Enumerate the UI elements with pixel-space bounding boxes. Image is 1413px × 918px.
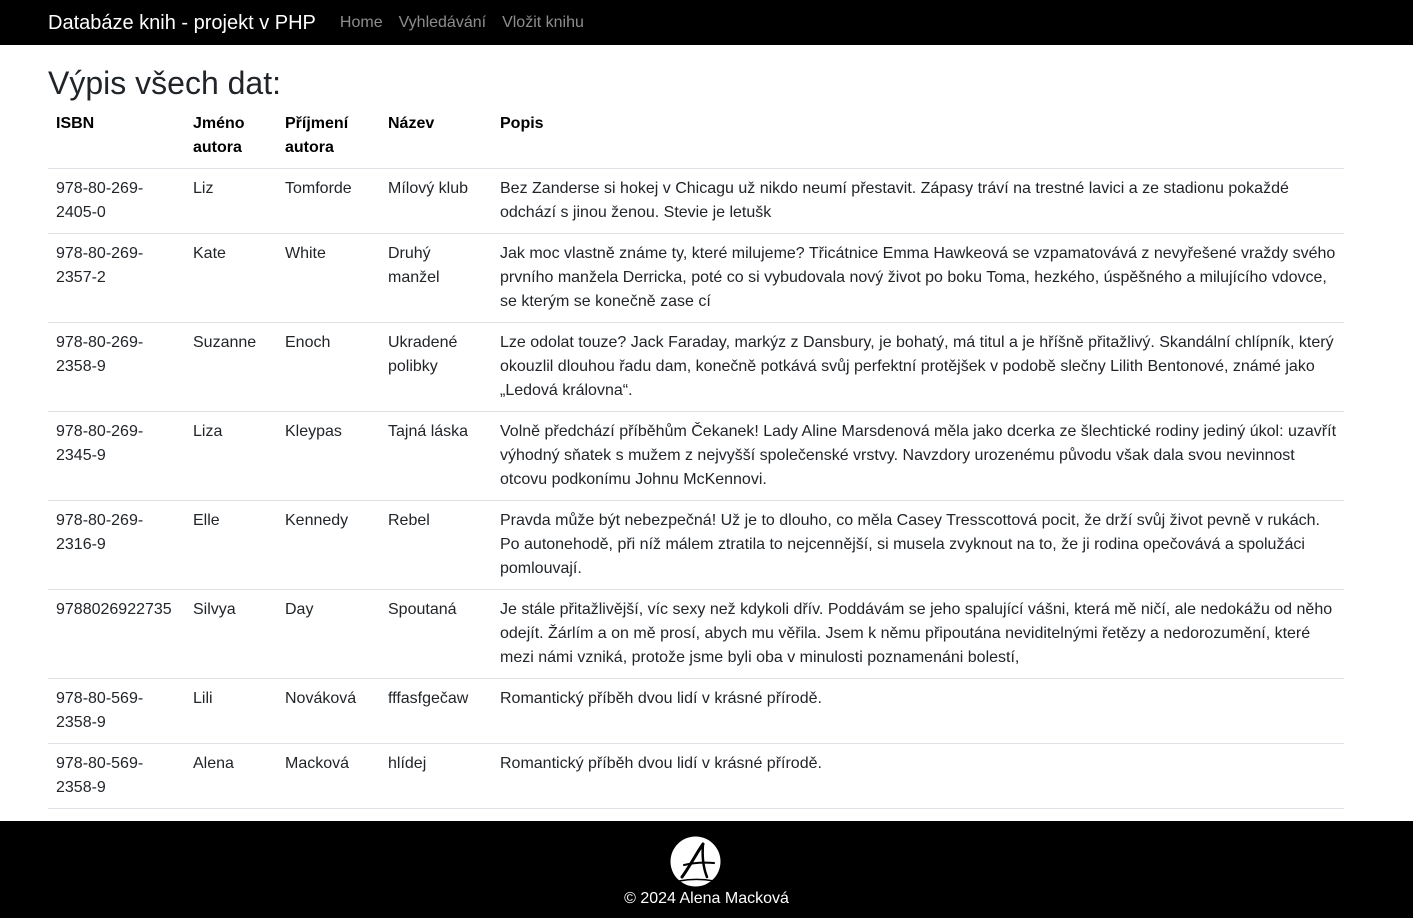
signature-a-logo-icon (670, 836, 721, 887)
main-content (48, 45, 1344, 809)
cell-last-name: Nováková (277, 679, 380, 744)
table-row (48, 169, 1344, 234)
table-row (48, 412, 1344, 501)
cell-description: Romantický příběh dvou lidí v krásné přírodě. (492, 744, 1344, 809)
cell-first-name: Silvya (185, 590, 277, 679)
books-table (48, 108, 1344, 809)
top-navbar (0, 0, 1413, 45)
cell-first-name: Kate (185, 234, 277, 323)
column-header-description: Popis (492, 108, 1344, 169)
page-footer (0, 821, 1413, 918)
nav-link-home[interactable]: Home (339, 13, 383, 31)
cell-isbn: 978-80-269-2357-2 (48, 234, 185, 323)
cell-isbn: 978-80-569-2358-9 (48, 679, 185, 744)
cell-last-name: White (277, 234, 380, 323)
cell-last-name: Kennedy (277, 501, 380, 590)
cell-last-name: Macková (277, 744, 380, 809)
cell-description: Bez Zanderse si hokej v Chicagu už nikdo neumí přestavit. Zápasy tráví na trestné lavici a ze stadionu pokaždé odchází s jinou ženou. Stevie je letušk (492, 169, 1344, 234)
cell-title: Tajná láska (380, 412, 492, 501)
cell-description: Volně předchází příběhům Čekanek! Lady Aline Marsdenová měla jako dcerka ze šlechtické rodiny jediný úkol: uzavřít výhodný sňatek s mužem z nejvyšší společenské vrstvy. Navzdory urozenému původu však dala svou nevinnost otcovu podkonímu Johnu McKennovi. (492, 412, 1344, 501)
cell-first-name: Elle (185, 501, 277, 590)
cell-last-name: Kleypas (277, 412, 380, 501)
navbar-brand[interactable]: Databáze knih - projekt v PHP (48, 11, 316, 34)
cell-title: Spoutaná (380, 590, 492, 679)
nav-links (332, 11, 592, 35)
cell-description: Pravda může být nebezpečná! Už je to dlouho, co měla Casey Tresscottová pocit, že drží svůj život pevně v rukách. Po autonehodě, při níž málem ztratila to nejcennější, si musela zvyknout na to, že ji rodina opečovává a spolužáci pomlouvají. (492, 501, 1344, 590)
cell-first-name: Alena (185, 744, 277, 809)
cell-title: Rebel (380, 501, 492, 590)
cell-isbn: 978-80-269-2405-0 (48, 169, 185, 234)
nav-link-search[interactable]: Vyhledávání (398, 13, 487, 31)
cell-title: Ukradené polibky (380, 323, 492, 412)
page-title: Výpis všech dat: (48, 65, 281, 101)
cell-title: fffasfgečaw (380, 679, 492, 744)
cell-title: hlídej (380, 744, 492, 809)
cell-last-name: Enoch (277, 323, 380, 412)
footer-copyright: © 2024 Alena Macková (624, 890, 789, 907)
column-header-isbn: ISBN (48, 108, 185, 169)
table-row (48, 744, 1344, 809)
cell-title: Mílový klub (380, 169, 492, 234)
cell-isbn: 978-80-269-2345-9 (48, 412, 185, 501)
cell-description: Lze odolat touze? Jack Faraday, markýz z Dansbury, je bohatý, má titul a je hříšně přitažlivý. Skandální chlípník, který okouzlil dlouhou řadu dam, konečně potkává svůj perfektní protějšek v podobě slečny Lilith Bentonové, známé jako „Ledová královna“. (492, 323, 1344, 412)
column-header-first-name: Jméno autora (185, 108, 277, 169)
nav-link-add-book[interactable]: Vložit knihu (502, 13, 584, 31)
table-row (48, 679, 1344, 744)
table-row (48, 501, 1344, 590)
cell-first-name: Suzanne (185, 323, 277, 412)
cell-last-name: Day (277, 590, 380, 679)
cell-isbn: 978-80-269-2358-9 (48, 323, 185, 412)
cell-description: Jak moc vlastně známe ty, které milujeme? Třicátnice Emma Hawkeová se vzpamatovává z nevyřešené vraždy svého prvního manžela Derricka, poté co si vybudovala nový život po boku Toma, hezkého, úspěšného a milujícího vdovce, se kterým se konečně zase cí (492, 234, 1344, 323)
cell-first-name: Liz (185, 169, 277, 234)
table-header-row (48, 108, 1344, 169)
column-header-last-name: Příjmení autora (277, 108, 380, 169)
cell-isbn: 9788026922735 (48, 590, 185, 679)
table-row (48, 234, 1344, 323)
table-row (48, 590, 1344, 679)
cell-description: Je stále přitažlivější, víc sexy než kdykoli dřív. Poddávám se jeho spalující vášni, která mě ničí, ale nedokážu od něho odejít. Žárlím a on mě prosí, abych mu věřila. Jsem k němu připoutána neviditelnými řetězy a nedorozumění, které mezi námi vzniká, protože jsme byli oba v minulosti poznamenáni bolestí, (492, 590, 1344, 679)
cell-isbn: 978-80-569-2358-9 (48, 744, 185, 809)
cell-first-name: Liza (185, 412, 277, 501)
cell-isbn: 978-80-269-2316-9 (48, 501, 185, 590)
table-row (48, 323, 1344, 412)
cell-first-name: Lili (185, 679, 277, 744)
cell-description: Romantický příběh dvou lidí v krásné přírodě. (492, 679, 1344, 744)
column-header-title: Název (380, 108, 492, 169)
cell-title: Druhý manžel (380, 234, 492, 323)
cell-last-name: Tomforde (277, 169, 380, 234)
